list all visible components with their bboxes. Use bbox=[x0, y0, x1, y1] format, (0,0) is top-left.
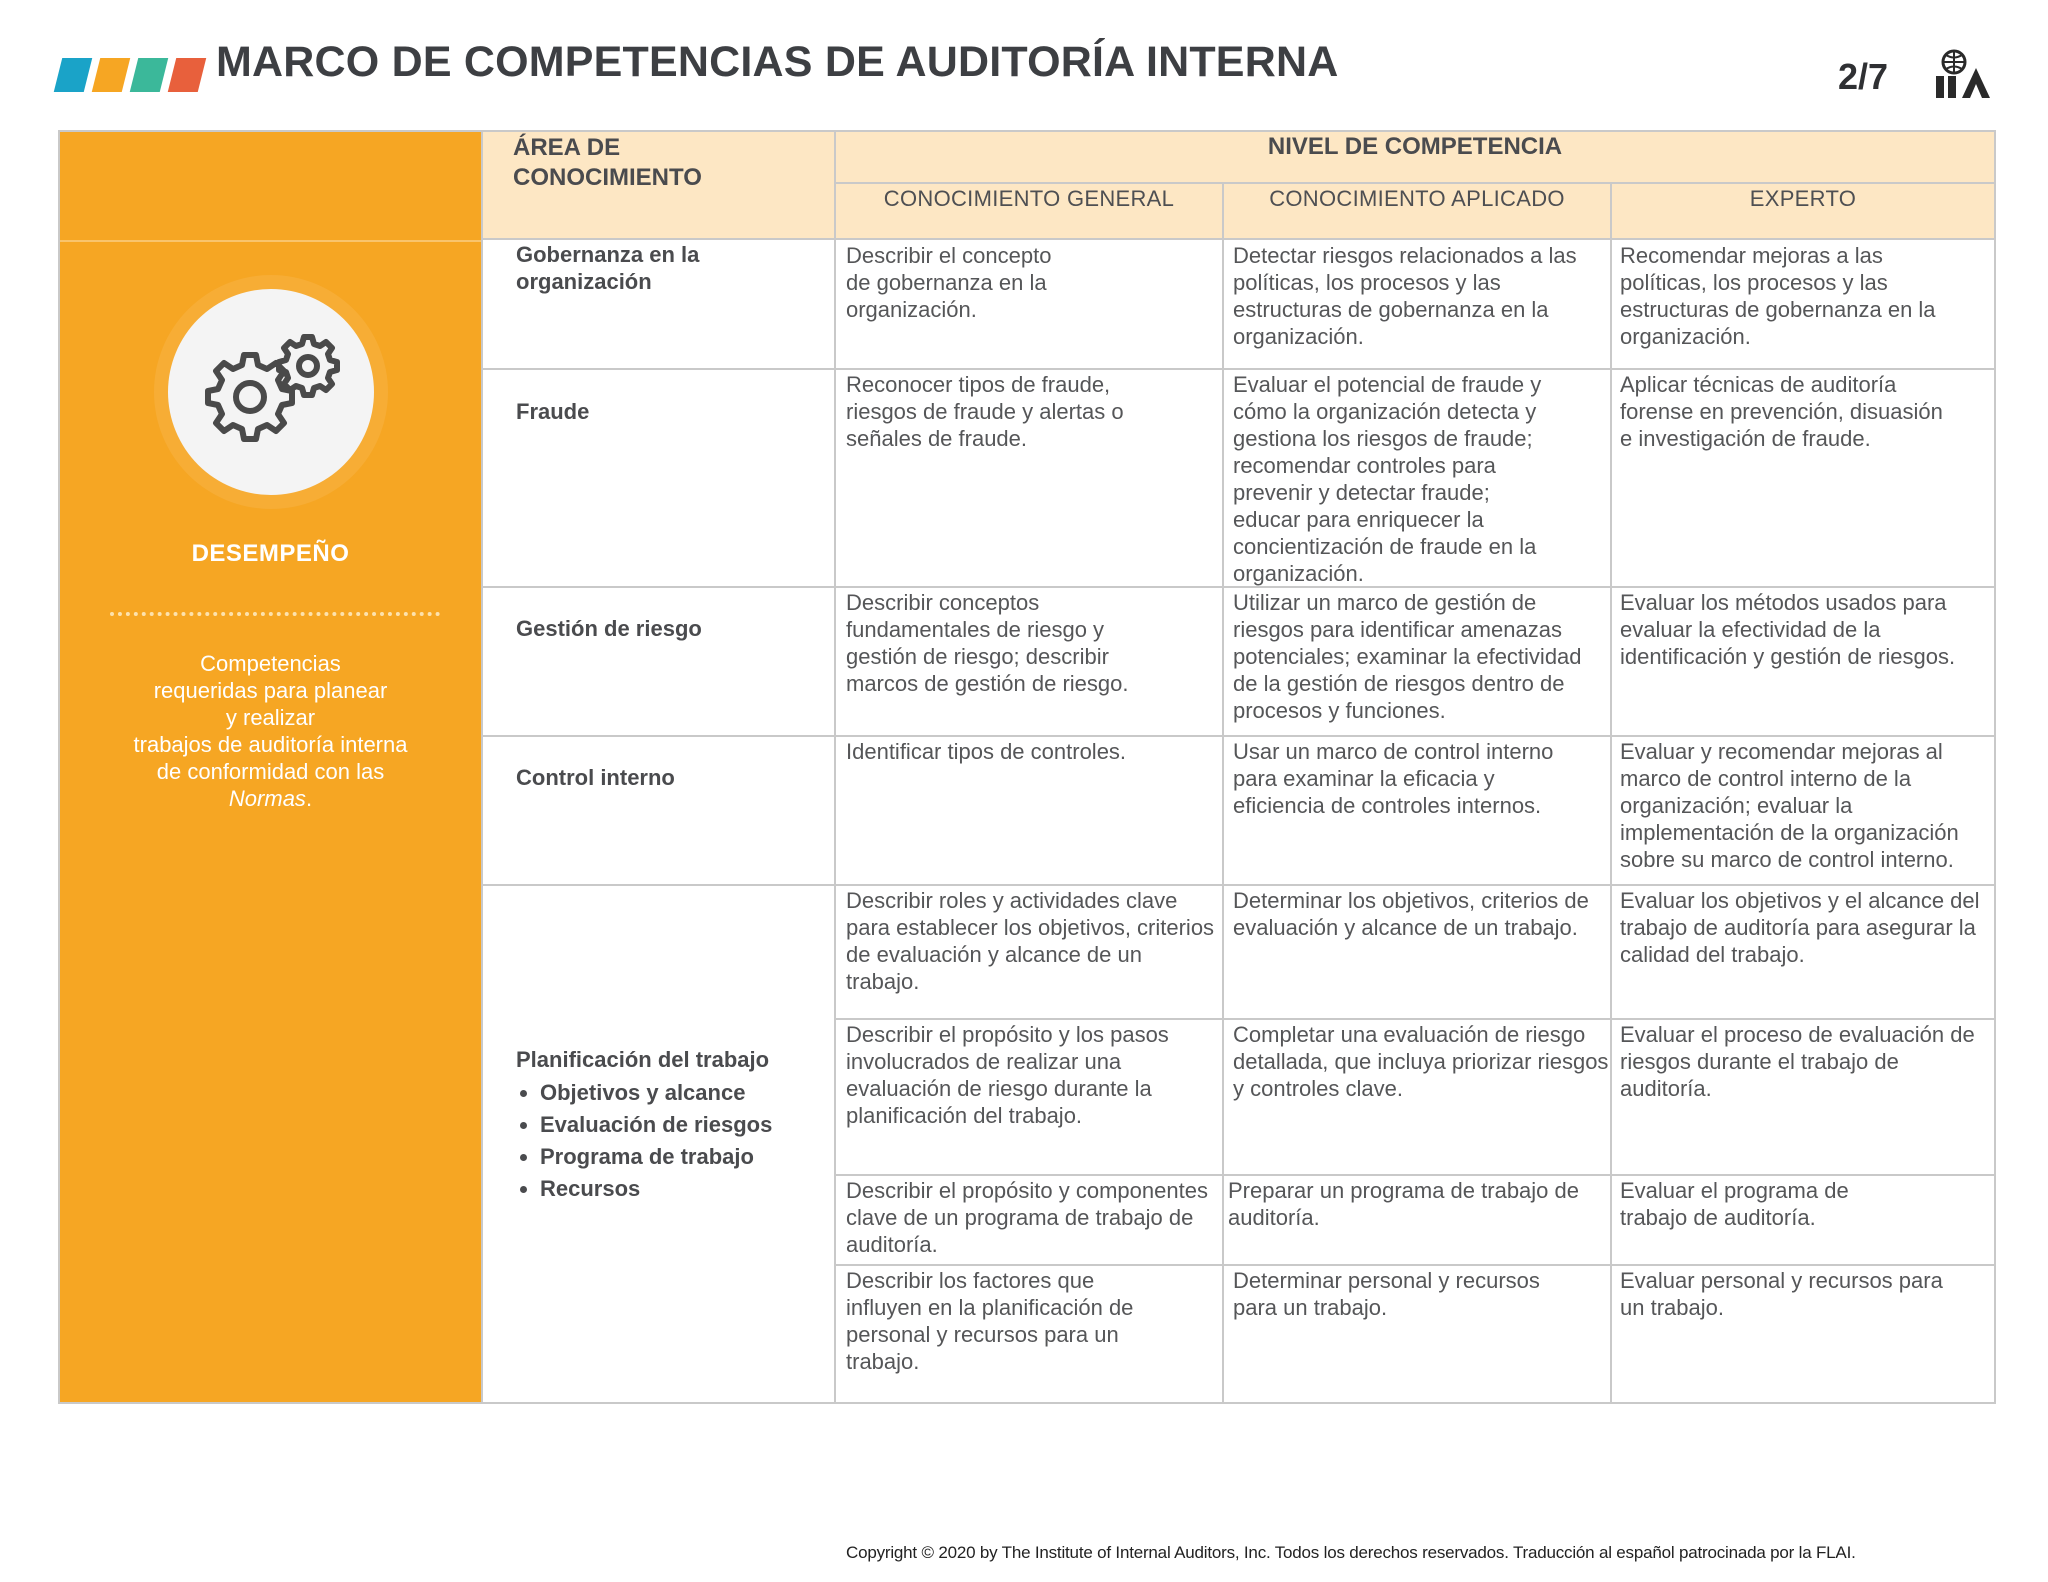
cell-aplicado: Detectar riesgos relacionados a las políticas, los procesos y las estructuras de gobernanza en la organización. bbox=[1233, 243, 1577, 349]
stripe-red bbox=[168, 58, 206, 92]
cell-experto: Evaluar el proceso de evaluación de riesgos durante el trabajo de auditoría. bbox=[1620, 1022, 1975, 1101]
sidebar-description-end: . bbox=[305, 786, 313, 811]
list-item: • Programa de trabajo bbox=[540, 1141, 816, 1173]
grid-line bbox=[834, 1264, 1994, 1266]
list-item: • Evaluación de riesgos bbox=[540, 1109, 816, 1141]
sidebar-description bbox=[60, 650, 481, 812]
grid-line bbox=[834, 182, 1994, 184]
sidebar-divider bbox=[60, 240, 481, 242]
column-header-experto: EXPERTO bbox=[1749, 186, 1857, 211]
cell-aplicado: Completar una evaluación de riesgo detallada, que incluya priorizar riesgos y controles clave. bbox=[1233, 1022, 1609, 1101]
cell-general: Describir los factores que influyen en la planificación de personal y recursos para un trabajo. bbox=[846, 1268, 1134, 1374]
cell-general: Describir el concepto de gobernanza en la organización. bbox=[846, 243, 1052, 322]
cell-general: Describir el propósito y componentes clave de un programa de trabajo de auditoría. bbox=[846, 1178, 1208, 1257]
cell-experto: Recomendar mejoras a las políticas, los procesos y las estructuras de gobernanza en la organización. bbox=[1620, 243, 1936, 349]
cell-aplicado: Preparar un programa de trabajo de auditoría. bbox=[1228, 1178, 1579, 1230]
copyright-footer: Copyright © 2020 by The Institute of Internal Auditors, Inc. Todos los derechos reservados. Traducción al español patrocinada por la FLAI. bbox=[846, 1543, 1856, 1562]
grid-line bbox=[1222, 184, 1224, 1402]
brand-stripes bbox=[58, 58, 208, 92]
planificacion-bullets bbox=[516, 1077, 816, 1205]
cell-experto: Evaluar personal y recursos para un trabajo. bbox=[1620, 1268, 1943, 1320]
grid-line bbox=[481, 132, 483, 1402]
area-planificacion bbox=[516, 1046, 816, 1205]
grid-line bbox=[481, 735, 1994, 737]
sidebar-description-line: Competencias bbox=[200, 651, 341, 676]
column-header-general: CONOCIMIENTO GENERAL bbox=[883, 186, 1175, 211]
page-title: MARCO DE COMPETENCIAS DE AUDITORÍA INTERNA bbox=[216, 38, 1339, 86]
grid-line bbox=[834, 1174, 1994, 1176]
iia-logo-icon bbox=[1934, 48, 1996, 100]
stripe-orange bbox=[92, 58, 130, 92]
page-number: 2/7 bbox=[1838, 56, 1889, 97]
cell-aplicado: Determinar personal y recursos para un trabajo. bbox=[1233, 1268, 1540, 1320]
stripe-green bbox=[130, 58, 168, 92]
list-item: • Objetivos y alcance bbox=[540, 1077, 816, 1109]
area-control-interno: Control interno bbox=[516, 765, 675, 790]
column-header-aplicado: CONOCIMIENTO APLICADO bbox=[1269, 186, 1565, 211]
sidebar-description-line: requeridas para planear bbox=[153, 678, 388, 703]
stripe-blue bbox=[54, 58, 92, 92]
cell-aplicado: Usar un marco de control interno para examinar la eficacia y eficiencia de controles internos. bbox=[1233, 739, 1554, 818]
grid-line bbox=[481, 368, 1994, 370]
grid-line bbox=[1610, 184, 1612, 1402]
cell-general: Identificar tipos de controles. bbox=[846, 739, 1127, 764]
sidebar-description-line: de conformidad con las bbox=[156, 759, 385, 784]
cell-aplicado: Evaluar el potencial de fraude y cómo la organización detecta y gestiona los riesgos de fraude; recomendar controles para prevenir y detectar fraude; educar para enriquecer la concientización de fraude en la organización. bbox=[1233, 372, 1542, 586]
grid-line bbox=[481, 238, 1994, 240]
sidebar-description-line: y realizar bbox=[225, 705, 316, 730]
sidebar-description-line: trabajos de auditoría interna bbox=[133, 732, 408, 757]
cell-general: Describir conceptos fundamentales de riesgo y gestión de riesgo; describir marcos de gestión de riesgo. bbox=[846, 590, 1129, 696]
cell-experto: Aplicar técnicas de auditoría forense en prevención, disuasión e investigación de fraude. bbox=[1620, 372, 1943, 451]
area-header: ÁREA DE CONOCIMIENTO bbox=[513, 134, 702, 191]
planificacion-title: Planificación del trabajo bbox=[516, 1047, 770, 1072]
cell-aplicado: Determinar los objetivos, criterios de evaluación y alcance de un trabajo. bbox=[1233, 888, 1589, 940]
area-gestion-riesgo: Gestión de riesgo bbox=[516, 616, 702, 641]
grid-line bbox=[834, 1018, 1994, 1020]
cell-experto: Evaluar los métodos usados para evaluar la efectividad de la identificación y gestión de riesgos. bbox=[1620, 590, 1956, 669]
cell-aplicado: Utilizar un marco de gestión de riesgos para identificar amenazas potenciales; examinar la efectividad de la gestión de riesgos dentro de procesos y funciones. bbox=[1233, 590, 1582, 723]
area-fraude: Fraude bbox=[516, 399, 590, 424]
cell-experto: Evaluar el programa de trabajo de auditoría. bbox=[1620, 1178, 1849, 1230]
cell-general: Describir roles y actividades clave para establecer los objetivos, criterios de evaluación y alcance de un trabajo. bbox=[846, 888, 1215, 994]
sidebar-dotted-divider bbox=[110, 612, 440, 622]
grid-line bbox=[834, 132, 836, 1402]
list-item: • Recursos bbox=[540, 1173, 816, 1205]
cell-experto: Evaluar los objetivos y el alcance del trabajo de auditoría para asegurar la calidad del trabajo. bbox=[1620, 888, 1980, 967]
cell-experto: Evaluar y recomendar mejoras al marco de control interno de la organización; evaluar la implementación de la organización sobre su marco de control interno. bbox=[1620, 739, 1959, 872]
sidebar-title: DESEMPEÑO bbox=[191, 540, 350, 567]
cell-general: Reconocer tipos de fraude, riesgos de fraude y alertas o señales de fraude. bbox=[846, 372, 1124, 451]
gears-icon bbox=[168, 289, 374, 495]
sidebar-description-line bbox=[60, 785, 481, 812]
area-gobernanza: Gobernanza en la organización bbox=[516, 242, 700, 294]
grid-line bbox=[481, 884, 1994, 886]
cell-general: Describir el propósito y los pasos involucrados de realizar una evaluación de riesgo durante la planificación del trabajo. bbox=[846, 1022, 1169, 1128]
level-header: NIVEL DE COMPETENCIA bbox=[1267, 133, 1563, 160]
normas-italic: Normas bbox=[228, 786, 306, 811]
